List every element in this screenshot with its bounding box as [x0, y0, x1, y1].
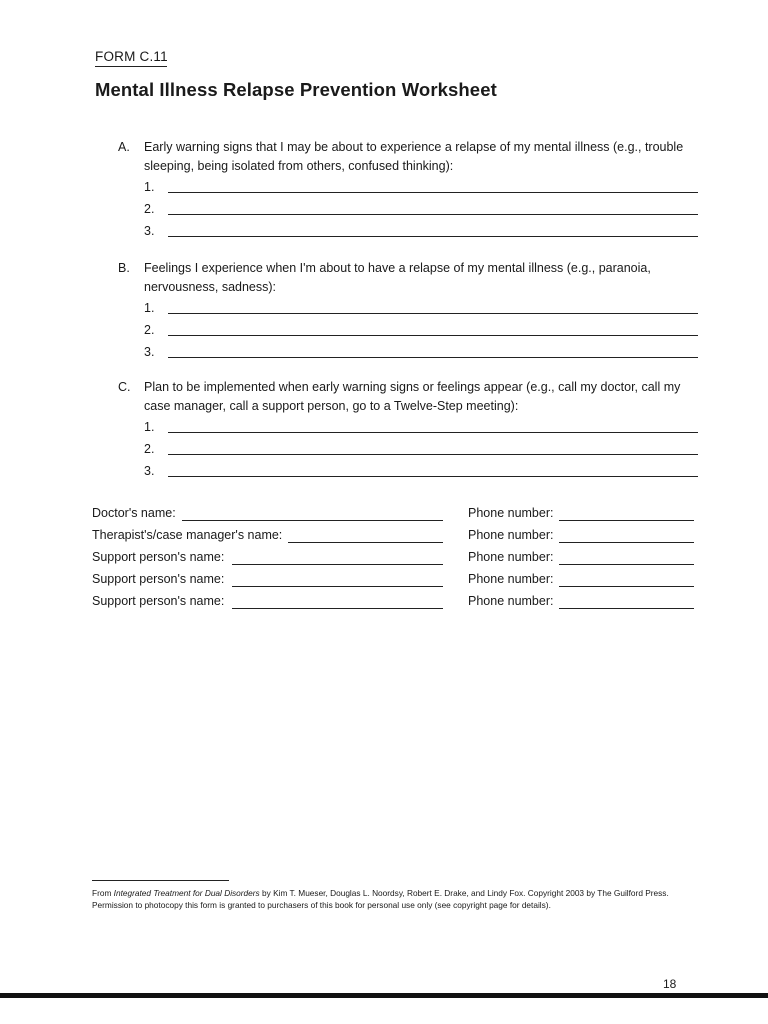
phone-label: Phone number: — [468, 506, 554, 520]
answer-rule — [168, 214, 698, 215]
phone-label: Phone number: — [468, 594, 554, 608]
name-field[interactable] — [182, 520, 443, 521]
answer-number: 1. — [144, 180, 155, 194]
phone-field[interactable] — [559, 564, 694, 565]
name-label: Therapist's/case manager's name: — [92, 528, 283, 542]
phone-field[interactable] — [559, 586, 694, 587]
answer-rule — [168, 335, 698, 336]
footnote-from: From — [92, 888, 114, 898]
answer-number: 2. — [144, 442, 155, 456]
answer-number: 3. — [144, 345, 155, 359]
name-field[interactable] — [232, 564, 443, 565]
answer-line[interactable] — [144, 176, 698, 198]
name-label: Support person's name: — [92, 594, 225, 608]
section-letter: B. — [118, 261, 130, 275]
phone-label: Phone number: — [468, 528, 554, 542]
answer-line[interactable] — [144, 341, 698, 363]
contact-row — [92, 528, 702, 550]
contact-list — [92, 506, 702, 616]
section-prompt: Early warning signs that I may be about to experience a relapse of my mental illness (e.g., trouble sleeping, being isolated from others, confused thinking): — [144, 140, 684, 173]
phone-field[interactable] — [559, 520, 694, 521]
answer-rule — [168, 357, 698, 358]
phone-label: Phone number: — [468, 550, 554, 564]
section-c — [118, 378, 698, 482]
copyright-footnote — [92, 887, 702, 911]
answer-number: 2. — [144, 323, 155, 337]
answer-number: 1. — [144, 420, 155, 434]
phone-field[interactable] — [559, 542, 694, 543]
answer-rule — [168, 236, 698, 237]
page-title: Mental Illness Relapse Prevention Worksheet — [95, 79, 497, 100]
answer-rule — [168, 454, 698, 455]
section-prompt: Feelings I experience when I'm about to have a relapse of my mental illness (e.g., paranoia, nervousness, sadness): — [144, 261, 651, 294]
answer-rule — [168, 313, 698, 314]
answer-line[interactable] — [144, 198, 698, 220]
name-label: Support person's name: — [92, 572, 225, 586]
answer-line[interactable] — [144, 438, 698, 460]
answer-line[interactable] — [144, 416, 698, 438]
page-number: 18 — [663, 977, 677, 991]
form-label-underline — [95, 66, 167, 67]
phone-field[interactable] — [559, 608, 694, 609]
bottom-rule — [0, 993, 768, 998]
answer-number: 1. — [144, 301, 155, 315]
contact-row — [92, 506, 702, 528]
answer-number: 3. — [144, 224, 155, 238]
section-prompt: Plan to be implemented when early warning signs or feelings appear (e.g., call my doctor, call my case manager, call a support person, go to a Twelve-Step meeting): — [144, 380, 681, 413]
name-label: Support person's name: — [92, 550, 225, 564]
section-letter: C. — [118, 380, 131, 394]
name-label: Doctor's name: — [92, 506, 176, 520]
answer-line[interactable] — [144, 297, 698, 319]
phone-label: Phone number: — [468, 572, 554, 586]
answer-number: 3. — [144, 464, 155, 478]
answer-number: 2. — [144, 202, 155, 216]
answer-rule — [168, 192, 698, 193]
footnote-rule — [92, 880, 229, 881]
answer-rule — [168, 476, 698, 477]
section-letter: A. — [118, 140, 130, 154]
contact-row — [92, 594, 702, 616]
answer-line[interactable] — [144, 319, 698, 341]
book-title: Integrated Treatment for Dual Disorders — [113, 888, 260, 898]
name-field[interactable] — [288, 542, 443, 543]
answer-line[interactable] — [144, 220, 698, 242]
answer-line[interactable] — [144, 460, 698, 482]
form-label: FORM C.11 — [95, 49, 168, 64]
name-field[interactable] — [232, 608, 443, 609]
section-a — [118, 138, 698, 242]
name-field[interactable] — [232, 586, 443, 587]
contact-row — [92, 572, 702, 594]
answer-rule — [168, 432, 698, 433]
footnote-text: by Kim T. Mueser, Douglas L. Noordsy, Robert E. Drake, and Lindy Fox. Copyright 2003 by The Guilford Press. Permission to photocopy this form is granted to purchasers of this book for personal use only (see copyright page for details). — [92, 888, 669, 910]
contact-row — [92, 550, 702, 572]
section-b — [118, 259, 698, 363]
